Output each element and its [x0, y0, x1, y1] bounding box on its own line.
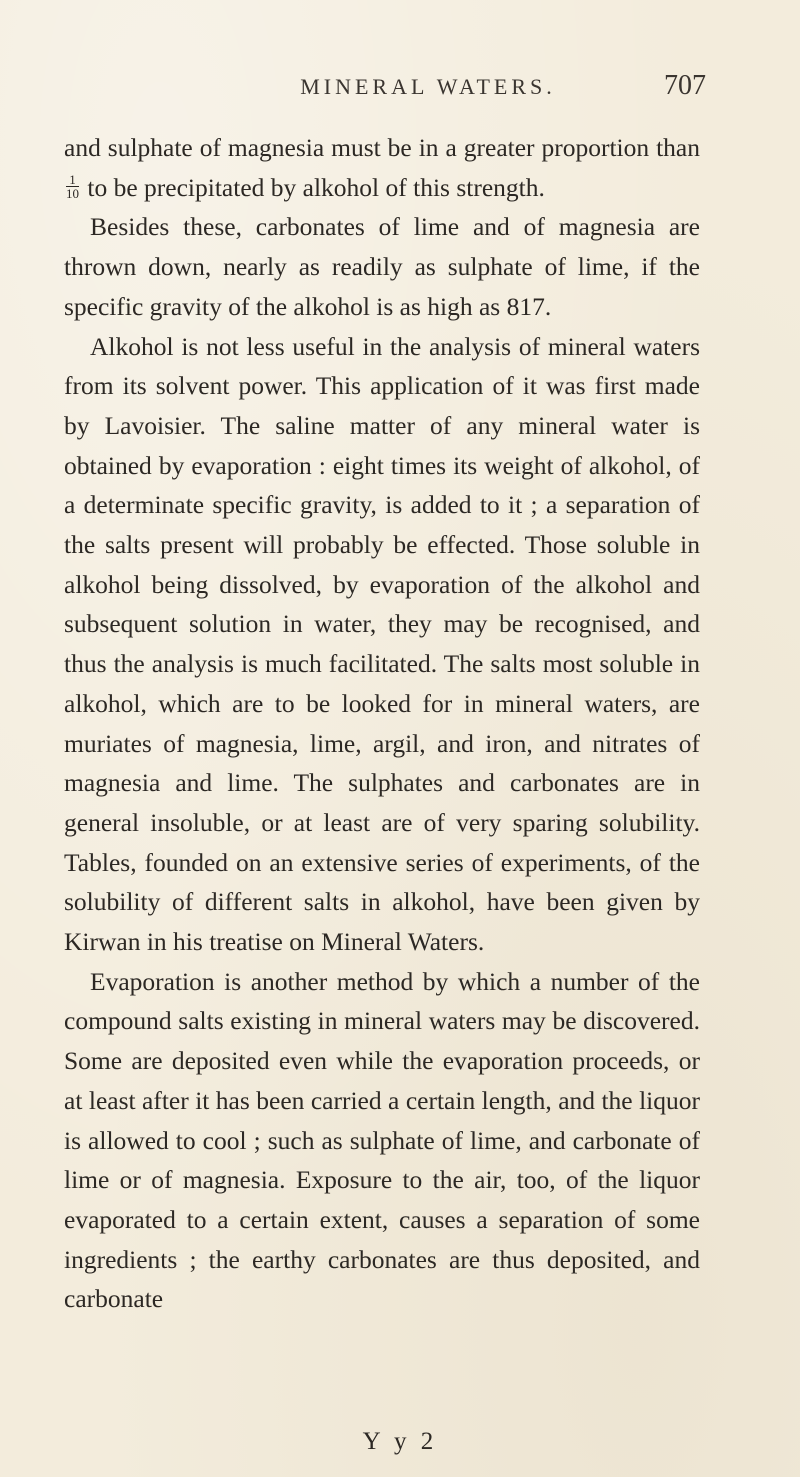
paragraph: Alkohol is not less useful in the analysis of mineral waters from its solvent power. This application of it was first made by Lavoisier. The saline matter of any mineral water is obtained by evaporation : eight times its weight of alkohol, of a determinate specific gravity, is added to it ; a separation of the salts present will probably be effected. Those soluble in alkohol being dissolved, by evaporation of the alkohol and subsequent solution in water, they may be recognised, and thus the analysis is much facilitated. The salts most soluble in alkohol, which are to be looked for in mineral waters, are muriates of magnesia, lime, argil, and iron, and nitrates of magnesia and lime. The sulphates and carbonates are in general insoluble, or at least are of very sparing solubility. Tables, founded on an extensive series of experiments, of the solubility of different salts in alkohol, have been given by Kirwan in his treatise on Mineral Waters. — [64, 331, 700, 957]
paragraph-text: and sulphate of magnesia must be in a greater proportion than — [64, 133, 700, 162]
body-text — [64, 128, 700, 1319]
page-number: 707 — [664, 70, 706, 101]
signature-mark: Y y 2 — [362, 1428, 438, 1455]
fraction-numerator: 1 — [66, 173, 79, 187]
paragraph-text: to be precipitated by alkohol of this strength. — [87, 172, 545, 202]
running-head: MINERAL WATERS. — [300, 74, 556, 99]
fraction-denominator: 10 — [66, 185, 79, 201]
paragraph: Besides these, carbonates of lime and of magnesia are thrown down, nearly as readily as sulphate of lime, if the specific gravity of the alkohol is as high as 817. — [64, 212, 700, 321]
page-header — [160, 70, 706, 114]
paragraph-continuation — [64, 128, 700, 207]
paragraph: Evaporation is another method by which a number of the compound salts existing in mineral waters may be discovered. Some are deposited even while the evaporation proceeds, or at least after it has been carried a certain length, and the liquor is allowed to cool ; such as sulphate of lime, and carbonate of lime or of magnesia. Exposure to the air, too, of the liquor evaporated to a certain extent, causes a separation of some ingredients ; the earthy carbonates are thus deposited, and carbonate — [64, 966, 700, 1314]
fraction — [66, 173, 79, 200]
